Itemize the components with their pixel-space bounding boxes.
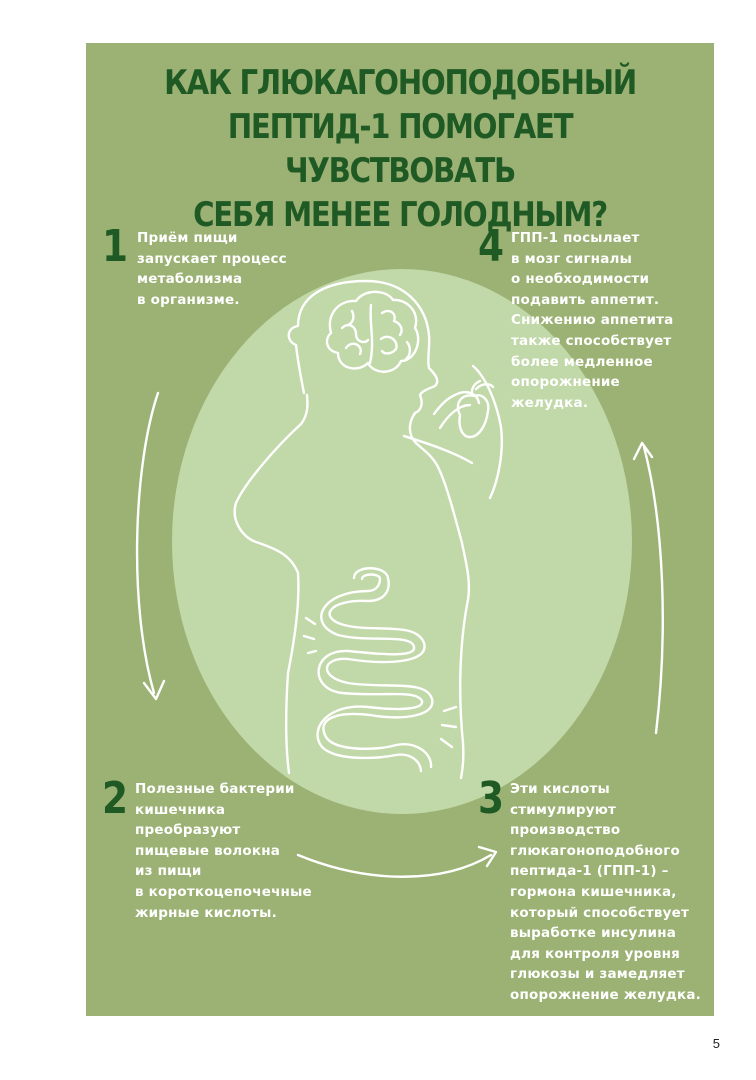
step-4-text: ГПП-1 посылает в мозг сигналы о необходимости подавить аппетит. Снижению аппетита также способствует более медленное опорожнение желудка. bbox=[511, 230, 674, 411]
step-3-number: 3 bbox=[478, 773, 505, 824]
title-line-3: СЕБЯ МЕНЕЕ ГОЛОДНЫМ? bbox=[193, 195, 607, 235]
step-4-number: 4 bbox=[478, 221, 505, 272]
step-1-number: 1 bbox=[102, 221, 129, 272]
infographic-panel bbox=[86, 43, 714, 1016]
title-line-2: ПЕПТИД-1 ПОМОГАЕТ ЧУВСТВОВАТЬ bbox=[227, 107, 573, 191]
step-1-text: Приём пищи запускает процесс метаболизма в организме. bbox=[137, 230, 287, 308]
page-number: 5 bbox=[712, 1036, 720, 1051]
step-3-text: Эти кислоты стимулируют производство глюкагоноподобного пептида-1 (ГПП-1) – гормона кишечника, который способствует выработке инсулина для контроля уровня глюкозы и замедляет опорожнение желудка. bbox=[510, 781, 701, 1003]
person-outline-icon bbox=[235, 281, 502, 778]
brain-icon bbox=[327, 292, 418, 372]
title-line-1: КАК ГЛЮКАГОНОПОДОБНЫЙ bbox=[164, 63, 636, 103]
apple-icon bbox=[458, 381, 493, 437]
step-2-text: Полезные бактерии кишечника преобразуют пищевые волокна из пищи в короткоцепочечные жирные кислоты. bbox=[135, 781, 312, 921]
intestine-icon bbox=[304, 568, 456, 771]
step-2-number: 2 bbox=[102, 773, 129, 824]
